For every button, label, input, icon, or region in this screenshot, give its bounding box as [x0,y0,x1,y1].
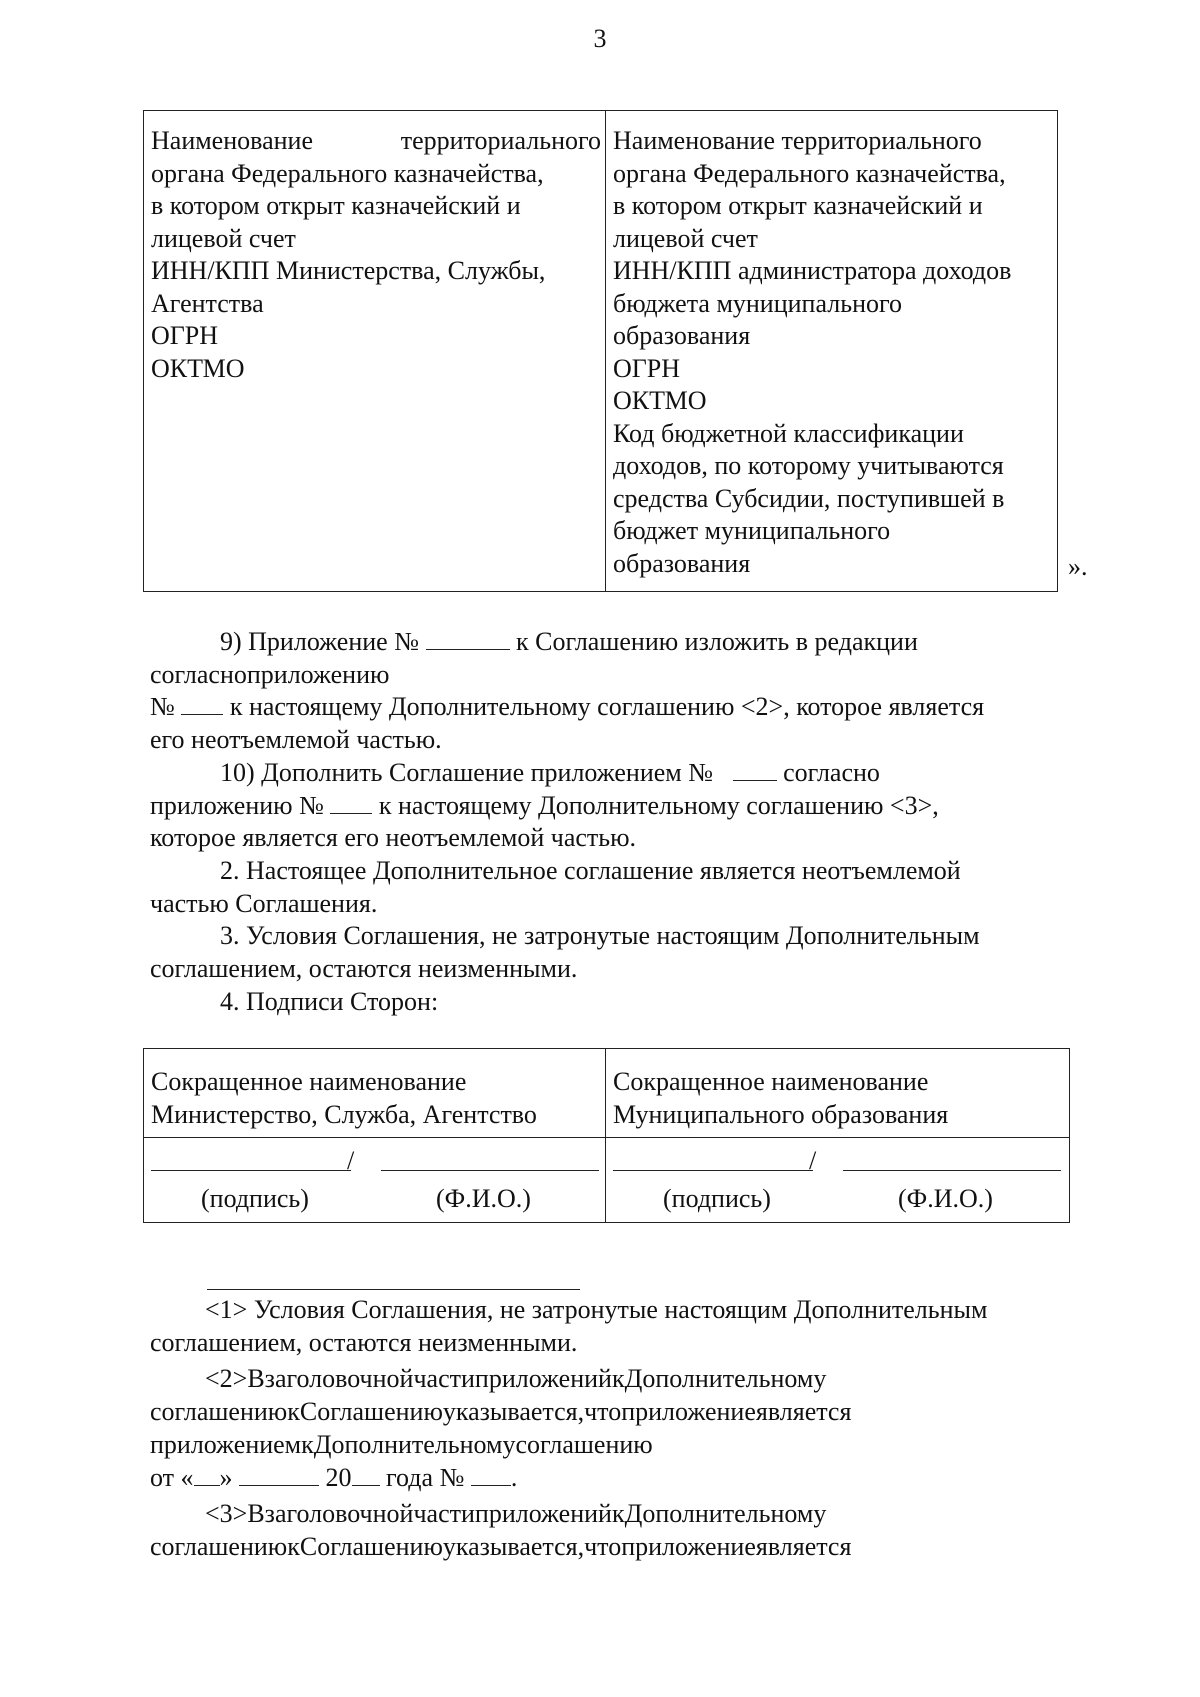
word: соглашению [150,1397,288,1427]
word: соглашению [515,1429,653,1459]
name-label-right: (Ф.И.О.) [898,1184,993,1213]
body-paragraphs [150,626,1098,1018]
footnote-3 [150,1498,1098,1531]
requisites-right-cell [606,111,1056,591]
signature-label-right: (подпись) [663,1184,771,1213]
footnote-1-cont: соглашением, остаются неизменными. [150,1327,578,1357]
signature-blank-right [613,1170,813,1171]
right-line-6: бюджета муниципального [613,288,902,318]
requisites-table [143,110,1058,592]
word: к [287,1397,300,1427]
paragraph-10-line-3: которое является его неотъемлемой частью. [150,823,637,853]
signature-slash-left: / [347,1146,355,1175]
word: части [413,1499,475,1529]
word: приложений [474,1499,612,1529]
page-number: 3 [593,24,607,53]
signature-labels-right [613,1182,1063,1222]
left-line-1 [151,125,601,158]
word: приложение [621,1531,756,1561]
word: Дополнительному [624,1364,827,1394]
paragraph-9-line-2: согласноприложению [150,659,390,689]
right-line-11: доходов, по которому учитываются [613,451,1004,480]
paragraph-4: 4. Подписи Сторон: [220,986,439,1016]
footnote-1: <1> Условия Соглашения, не затронутые настоящим Дополнительным [205,1295,988,1324]
word: является [755,1531,852,1561]
word: что [584,1531,622,1561]
footnote-2-date-line: от « » 20 года № . [150,1462,518,1492]
paragraph-3-cont: соглашением, остаются неизменными. [150,954,578,984]
signature-slash-right: / [809,1146,817,1175]
right-line-12: средства Субсидии, поступившей в [613,483,1005,513]
signature-block-left [144,1137,606,1222]
signature-header-left-line-1: Сокращенное наименование [151,1067,467,1096]
word: В [247,1364,265,1394]
word: территориального [400,126,601,155]
signature-block-right [606,1137,1069,1222]
right-line-9: ОКТМО [613,386,707,415]
signature-header-right-line-1: Сокращенное наименование [613,1067,929,1096]
footnote-2 [150,1363,1098,1396]
paragraph-2-cont: частью Соглашения. [150,888,378,918]
name-blank-left [381,1170,599,1171]
word: приложений [474,1364,612,1394]
right-line-3: в котором открыт казначейский и [613,191,983,220]
footnotes [150,1294,1098,1564]
left-line-2: органа Федерального казначейства, [151,158,544,188]
name-label-left: (Ф.И.О.) [436,1184,531,1213]
paragraph-9-line-4: его неотъемлемой частью. [150,725,442,755]
word: что [584,1397,622,1427]
word: Дополнительному [624,1499,827,1529]
word: приложением [150,1429,302,1459]
signature-header-left-line-2: Министерство, Служба, Агентство [151,1100,537,1129]
closing-quote: ». [1068,552,1088,581]
word: Соглашению [299,1397,443,1427]
right-line-4: лицевой счет [613,223,758,253]
word: заголовочной [264,1364,414,1394]
word: к [301,1429,314,1459]
word: Соглашению [299,1531,443,1561]
word: является [755,1397,852,1427]
signature-label-left: (подпись) [201,1184,309,1213]
name-blank-right [843,1170,1061,1171]
paragraph-9-line-1: 9) Приложение № к Соглашению изложить в редакции [220,627,918,656]
signature-header-right-line-2: Муниципального образования [613,1100,949,1129]
requisites-left-cell [144,111,606,591]
right-line-2: органа Федерального казначейства, [613,158,1006,188]
word: к [611,1364,625,1394]
signature-header-left [144,1049,606,1137]
word: к [287,1531,300,1561]
right-line-8: ОГРН [613,353,681,383]
paragraph-10-line-1: 10) Дополнить Соглашение приложением № согласно [220,757,880,787]
footnote-2-cont-1 [150,1396,1098,1429]
right-line-10: Код бюджетной классификации [613,418,964,448]
paragraph-2: 2. Настоящее Дополнительное соглашение является неотъемлемой [220,855,961,885]
footnote-separator [207,1289,580,1290]
signature-labels-left [151,1182,599,1222]
left-line-4: лицевой счет [151,223,296,253]
signature-blank-left [151,1170,351,1171]
paragraph-3: 3. Условия Соглашения, не затронутые настоящим Дополнительным [220,921,980,951]
right-line-7: образования [613,321,751,350]
paragraph-9-line-3: № к настоящему Дополнительному соглашению <2>, которое является [150,692,985,722]
right-line-14: образования [613,548,751,578]
signature-header-right [606,1049,1069,1137]
left-line-5: ИНН/КПП Министерства, Службы, [151,256,546,285]
left-line-7: ОГРН [151,321,219,350]
signature-table [143,1048,1070,1223]
right-line-13: бюджет муниципального [613,516,891,545]
signature-line-row-right [613,1142,1063,1182]
word: к [611,1499,625,1529]
footnote-2-cont-2 [150,1429,1098,1462]
right-line-1: Наименование территориального [613,126,982,155]
word: <2> [205,1364,248,1394]
paragraph-10-line-2: приложению № к настоящему Дополнительному соглашению <3>, [150,790,939,820]
word: В [247,1499,265,1529]
word: заголовочной [264,1499,414,1529]
word: указывается, [442,1397,585,1427]
word: <3> [205,1499,248,1529]
word: Дополнительному [313,1429,516,1459]
word: приложение [621,1397,756,1427]
signature-line-row-left [151,1142,599,1182]
word: соглашению [150,1531,288,1561]
footnote-3-cont [150,1531,1098,1564]
word: Наименование [151,126,313,155]
word: части [413,1364,475,1394]
left-line-3: в котором открыт казначейский и [151,191,521,220]
word: указывается, [442,1531,585,1561]
left-line-8: ОКТМО [151,353,245,383]
left-line-6: Агентства [151,288,264,318]
right-line-5: ИНН/КПП администратора доходов [613,256,1012,285]
